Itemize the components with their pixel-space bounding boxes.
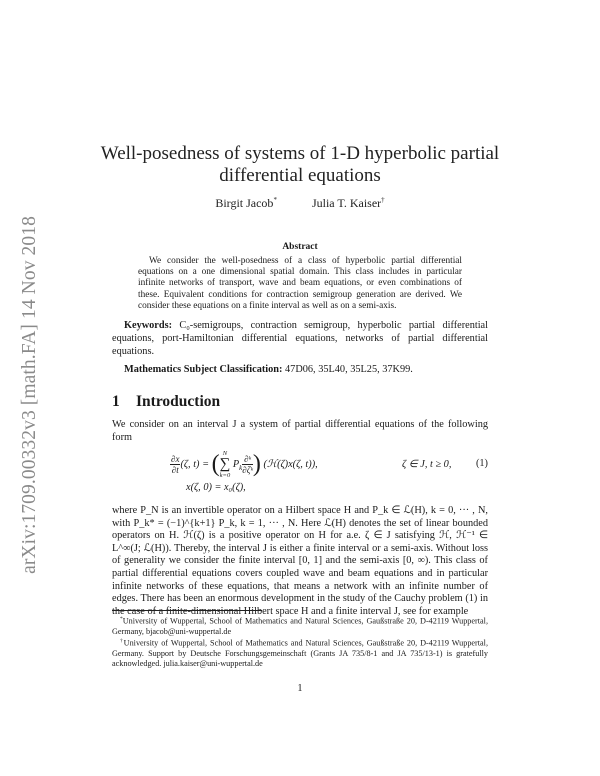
section-title: Introduction (136, 393, 221, 410)
footnote-mark[interactable]: † (381, 196, 385, 204)
footnote-divider (112, 610, 262, 611)
intro-paragraph: We consider on an interval J a system of partial differential equations of the following form (112, 419, 488, 443)
intro-paragraph: where P_N is an invertible operator on a Hilbert space H and P_k ∈ ℒ(H), k = 0, ··· , N, with P_k* = (−1)^{k+1} P_k, k = 1, ··· , N. Here ℒ(H) denotes the set of linear bounded operators on H. ℋ(ζ) is a positive operator on H for a.e. ζ ∈ J satisfying ℋ, ℋ⁻¹ ∈ L^∞(J; ℒ(H)). Thereby, the interval J is either a finite interval or a semi-axis. Without loss of generality we consider the finite interval [0, 1] and the semi-axis [0, ∞). This class of partial differential equations covers coupled wave and beam equations and in particular infinite networks of these equations, that means a network with an infinite number of edges. There has been an enormous development in the study of the Cauchy problem (1) in the case of a finite-dimensional Hilbert space H and a finite interval J, see for example (112, 505, 488, 617)
equation-1 (170, 448, 488, 498)
keywords-text: C₀-semigroups, contraction semigroup, hyperbolic partial differential equations, port-Hamiltonian differential equations, networks of partial differential equations. (112, 320, 488, 357)
author-list (0, 196, 600, 211)
arxiv-identifier: arXiv:1709.00332v3 [math.FA] 14 Nov 2018 (19, 216, 40, 574)
equation-number: (1) (475, 458, 488, 469)
msc-classification (124, 364, 488, 375)
footnote: †University of Wuppertal, School of Mathematics and Natural Sciences, Gaußstraße 20, D-42119 Wuppertal, Germany. Support by Deutsche Forschungsgemeinschaft (Grants JA 735/8-1 and JA 735/13-1) is gratefully acknowledged. julia.kaiser@uni-wuppertal.de (112, 638, 489, 669)
footnote: *University of Wuppertal, School of Mathematics and Natural Sciences, Gaußstraße 20, D-42119 Wuppertal, Germany, bjacob@uni-wuppertal.de (112, 616, 488, 637)
section-heading (112, 393, 220, 411)
author-name: Birgit Jacob (215, 196, 274, 210)
time-derivative: $\frac{\partial x}{\partial t}$ (171, 454, 180, 475)
equation-condition: ζ ∈ J, t ≥ 0, (402, 459, 452, 470)
page-number: 1 (297, 683, 303, 694)
abstract-heading: Abstract (282, 242, 318, 252)
paper-title: Well-posedness of systems of 1-D hyperbolic partial differential equations (100, 143, 500, 186)
author-name: Julia T. Kaiser (311, 196, 382, 210)
section-number: 1 (112, 393, 120, 410)
keywords-label: Keywords: (124, 320, 173, 331)
author (215, 196, 277, 211)
msc-label: Mathematics Subject Classification: (124, 364, 283, 375)
arxiv-stamp (10, 0, 50, 776)
msc-codes: 47D06, 35L40, 35L25, 37K99. (285, 364, 413, 375)
initial-condition: x(ζ, 0) = x₀(ζ), (186, 482, 246, 493)
spatial-derivative: $\frac{\text{∂ᵏ}}{\text{∂ζᵏ}}$ (242, 454, 253, 475)
equation-main: $\frac{\partial x}{\partial t}$ (ζ, t) = ( N ∑ k=0 $P_k$ $\frac{\text{∂ᵏ}}{\text{∂ζᵏ}}$ ) (ℋ(ζ)x(ζ, t)), (171, 450, 318, 479)
footnote-mark[interactable]: * (273, 196, 277, 204)
keywords (112, 319, 488, 358)
abstract-text: We consider the well-posedness of a class of hyperbolic partial differential equations on a one dimensional spatial domain. This class includes in particular infinite networks of transport, wave and beam equations, or even combinations of these. Equivalent conditions for contraction semigroup generation are derived. We consider these equations on a finite interval as well as on a semi-axis. (138, 256, 462, 311)
author (312, 196, 385, 211)
sum-operator: N ∑ k=0 (219, 450, 231, 479)
